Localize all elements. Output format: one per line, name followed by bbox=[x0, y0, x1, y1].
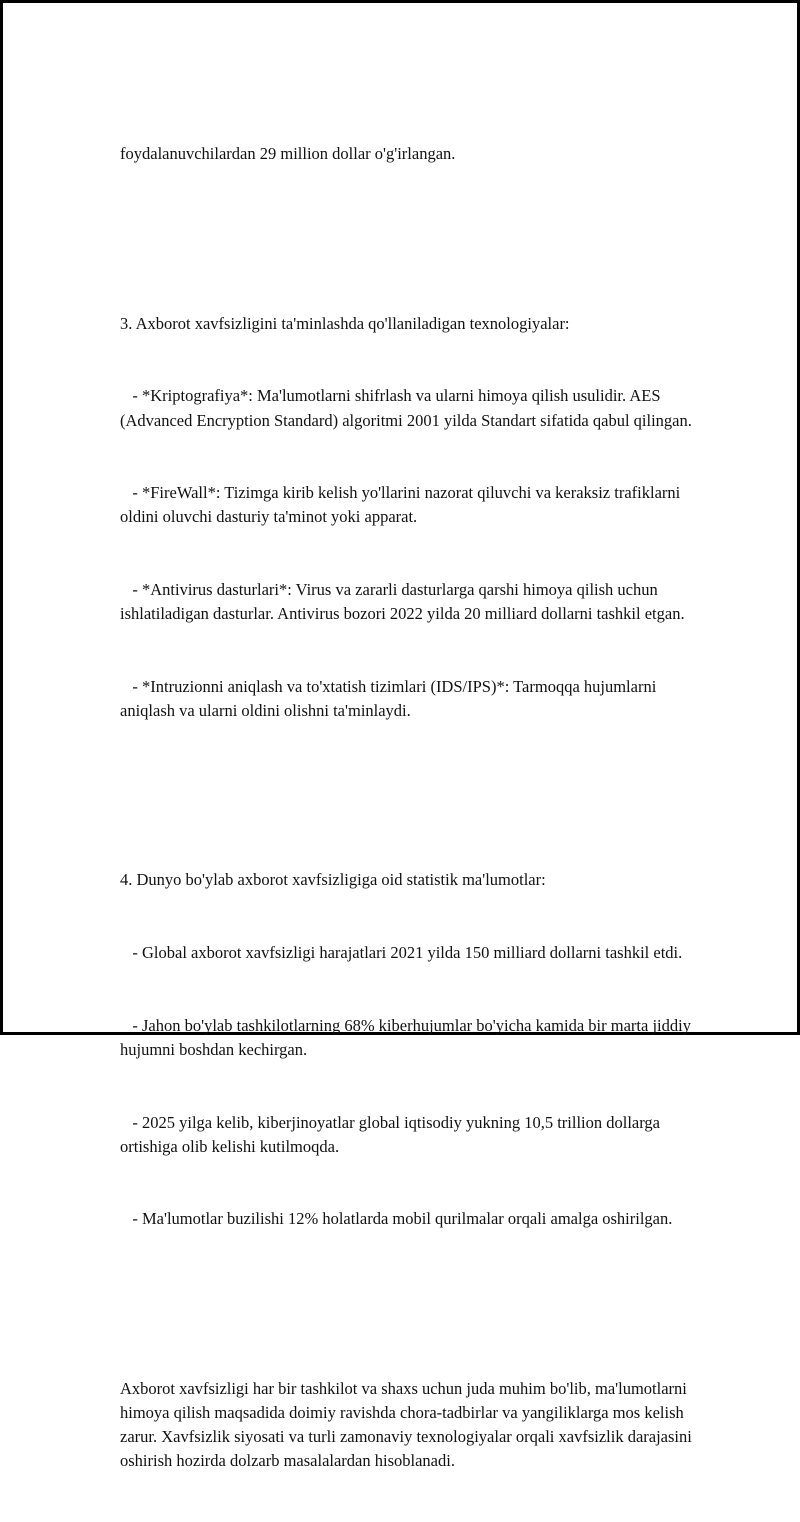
section-4-item-cybercrime-cost: - 2025 yilga kelib, kiberjinoyatlar global iqtisodiy yukning 10,5 trillion dollarga ortishiga olib kelishi kutilmoqda. bbox=[120, 1112, 665, 1156]
conclusion-paragraph: Axborot xavfsizligi har bir tashkilot va shaxs uchun juda muhim bo'lib, ma'lumotlarni himoya qilish maqsadida doimiy ravishda chora-tadbirlar va yangiliklarga mos kelish zarur. Xavfsizlik siyosati va turli zamonaviy texnologiyalar orqali xavfsizlik darajasini oshirish hozirda dolzarb masalalardan hisoblanadi. bbox=[120, 1378, 696, 1471]
section-3-item-cryptography: - *Kriptografiya*: Ma'lumotlarni shifrlash va ularni himoya qilish usulidir. AES (Advanced Encryption Standard) algoritmi 2001 yilda Standart sifatida qabul qilingan. bbox=[120, 386, 692, 430]
section-3-heading: 3. Axborot xavfsizligini ta'minlashda qo'llaniladigan texnologiyalar: bbox=[120, 313, 570, 333]
paragraph-gap bbox=[120, 1280, 710, 1304]
intro-line: foydalanuvchilardan 29 million dollar o'g'irlangan. bbox=[120, 144, 456, 164]
section-3-item-firewall: - *FireWall*: Tizimga kirib kelish yo'llarini nazorat qiluvchi va keraksiz trafiklarni oldini oluvchi dasturiy ta'minot yoki apparat. bbox=[120, 483, 685, 527]
section-3-item-ids-ips: - *Intruzionni aniqlash va to'xtatish tizimlari (IDS/IPS)*: Tarmoqqa hujumlarni aniqlash va ularni oldini olishni ta'minlaydi. bbox=[120, 676, 661, 721]
section-3-item-antivirus: - *Antivirus dasturlari*: Virus va zararli dasturlarga qarshi himoya qilish uchun ishlatiladigan dasturlar. Antivirus bozori 2022 yilda 20 milliard dollarni tashkil etgan. bbox=[120, 580, 685, 624]
section-4-item-mobile-breaches: - Ma'lumotlar buzilishi 12% holatlarda mobil qurilmalar orqali amalga oshirilgan. bbox=[120, 1209, 673, 1229]
paragraph-gap bbox=[120, 215, 710, 239]
section-4-item-global-spending: - Global axborot xavfsizligi harajatlari 2021 yilda 150 milliard dollarni tashkil etdi. bbox=[120, 943, 683, 963]
paragraph-gap bbox=[120, 772, 710, 796]
document-body bbox=[120, 94, 710, 1522]
section-4-heading: 4. Dunyo bo'ylab axborot xavfsizligiga oid statistik ma'lumotlar: bbox=[120, 870, 546, 890]
section-4-item-organizations: - Jahon bo'ylab tashkilotlarning 68% kiberhujumlar bo'yicha kamida bir marta jiddiy hujumni boshdan kechirgan. bbox=[120, 1015, 696, 1059]
